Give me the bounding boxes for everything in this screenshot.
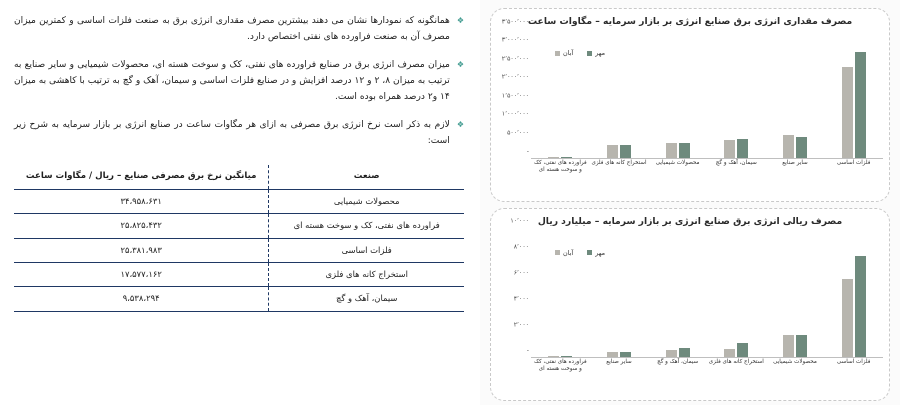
- charts-column: [480, 0, 900, 405]
- bar-mehr: [796, 137, 807, 158]
- cell-rate: ۲۵،۳۸۱،۹۸۳: [14, 238, 269, 262]
- bar-group: [766, 29, 825, 158]
- bullet-item-3: [14, 118, 464, 149]
- bar-group-container-rial: [531, 229, 883, 358]
- bullet-marker-icon: ❖: [456, 120, 464, 130]
- bar-group: [590, 29, 649, 158]
- bar-aban: [724, 140, 735, 158]
- x-axis-labels-quantity: [531, 158, 883, 194]
- x-axis-label: سیمان، آهک و گچ: [715, 159, 757, 166]
- bar-aban: [666, 143, 677, 157]
- cell-rate: ۹،۵۳۸،۲۹۴: [14, 287, 269, 311]
- bar-mehr: [737, 343, 748, 357]
- bar-mehr: [620, 145, 631, 157]
- y-axis-tick: ۲٬۰۰۰٬۰۰۰: [501, 73, 529, 81]
- x-axis-label: سایر صنایع: [782, 159, 808, 166]
- chart-panel-rial: [490, 208, 890, 402]
- y-axis-tick: ۴٬۰۰۰: [513, 295, 529, 303]
- bar-group: [707, 29, 766, 158]
- bar-aban: [842, 67, 853, 158]
- y-axis-tick: ۳٬۰۰۰٬۰۰۰: [501, 36, 529, 44]
- bar-aban: [842, 279, 853, 357]
- bullet-text-1: همانگونه که نمودارها نشان می دهند بیشترین مصرف مقداری انرژی برق به صنعت فلزات اساسی و کمترین میزان مصرف آن به صنعت فراورده های نفتی اختصاص دارد.: [14, 16, 450, 42]
- bullet-marker-icon: ❖: [456, 60, 464, 70]
- bar-group-container-quantity: [531, 29, 883, 158]
- bar-mehr: [679, 143, 690, 158]
- x-axis-label: محصولات شیمیایی: [655, 159, 700, 166]
- table-row: [14, 287, 464, 311]
- table-row: [14, 190, 464, 214]
- bar-mehr: [855, 52, 866, 158]
- bullet-text-3: لازم به ذکر است نرخ انرژی برق مصرفی به ازای هر مگاوات ساعت در صنایع انرژی بر بازار سرمایه به شرح زیر است:: [14, 120, 450, 146]
- bullet-marker-icon: ❖: [456, 16, 464, 25]
- x-axis-label: سایر صنایع: [606, 359, 632, 366]
- x-axis-label: استخراج کانه های فلزی: [708, 359, 764, 366]
- bar-mehr: [855, 256, 866, 358]
- x-axis-label: سیمان، آهک و گچ: [657, 359, 699, 366]
- x-axis-label: فلزات اساسی: [836, 359, 871, 366]
- electricity-rate-table: [14, 165, 464, 311]
- bar-group: [531, 229, 590, 358]
- chart-panel-quantity: [490, 8, 890, 202]
- bar-group: [707, 229, 766, 358]
- bar-mehr: [679, 348, 690, 357]
- y-axis-tick: ۱٬۵۰۰٬۰۰۰: [501, 92, 529, 100]
- bullet-item-1: [14, 14, 464, 45]
- chart-title-rial: مصرف ریالی انرژی برق صنایع انرژی بر بازار سرمایه – میلیارد ریال: [537, 215, 843, 227]
- x-axis-label: فلزات اساسی: [836, 159, 871, 166]
- bar-group: [824, 29, 883, 158]
- table-row: [14, 214, 464, 238]
- cell-industry: فلزات اساسی: [269, 238, 464, 262]
- y-axis-tick: ۶٬۰۰۰: [513, 269, 529, 277]
- bar-group: [531, 29, 590, 158]
- table-header: [14, 165, 464, 189]
- cell-industry: فراورده های نفتی، کک و سوخت هسته ای: [269, 214, 464, 238]
- bullet-list: [14, 14, 464, 149]
- cell-rate: ۳۴،۹۵۸،۶۳۱: [14, 190, 269, 214]
- bar-group: [648, 229, 707, 358]
- plot-canvas-rial: [531, 229, 883, 373]
- table-row: [14, 263, 464, 287]
- bar-aban: [724, 349, 735, 357]
- legend-label: آبان: [563, 248, 574, 257]
- y-axis-tick: ۳٬۵۰۰٬۰۰۰: [501, 18, 529, 26]
- plot-canvas-quantity: [531, 29, 883, 173]
- x-axis-labels-rial: [531, 357, 883, 393]
- table-header-industry: صنعت: [269, 165, 464, 189]
- y-axis-quantity: [497, 18, 531, 195]
- y-axis-tick: ۵۰۰٬۰۰۰: [507, 129, 529, 137]
- bar-group: [648, 29, 707, 158]
- y-axis-tick: ۸٬۰۰۰: [513, 243, 529, 251]
- cell-industry: سیمان، آهک و گچ: [269, 287, 464, 311]
- bullet-text-2: میزان مصرف انرژی برق در صنایع فراورده های نفتی، کک و سوخت هسته ای، محصولات شیمیایی و سایر صنایع به ترتیب به میزان ۸، ۲ و ۱۲ درصد افزایش و در صنایع فلزات اساسی و سیمان، آهک و گچ به ترتیب با کاهشی به میزان ۱۴ و۲ درصد همراه بوده است.: [14, 60, 450, 102]
- legend-label: مهر: [595, 248, 606, 257]
- bar-aban: [783, 335, 794, 357]
- y-axis-tick: ۱٬۰۰۰٬۰۰۰: [501, 110, 529, 118]
- table-header-row: [14, 165, 464, 189]
- bar-mehr: [796, 335, 807, 357]
- y-axis-tick: -: [526, 148, 529, 156]
- table-row: [14, 238, 464, 262]
- table-header-rate: میانگین نرخ برق مصرفی صنایع – ریال / مگاوات ساعت: [14, 165, 269, 189]
- bar-aban: [783, 135, 794, 158]
- cell-rate: ۱۷،۵۷۷،۱۶۲: [14, 263, 269, 287]
- bullet-item-2: [14, 58, 464, 105]
- legend-label: آبان: [563, 49, 574, 58]
- bar-aban: [607, 145, 618, 157]
- table-body: [14, 190, 464, 312]
- y-axis-tick: ۲٬۰۰۰: [513, 321, 529, 329]
- bar-group: [824, 229, 883, 358]
- y-axis-tick: ۲٬۵۰۰٬۰۰۰: [501, 55, 529, 63]
- y-axis-tick: ۱۰٬۰۰۰: [510, 217, 529, 225]
- cell-industry: استخراج کانه های فلزی: [269, 263, 464, 287]
- y-axis-rial: [497, 217, 531, 395]
- bar-aban: [666, 350, 677, 357]
- x-axis-label: محصولات شیمیایی: [773, 359, 817, 366]
- chart-title-quantity: مصرف مقداری انرژی برق صنایع انرژی بر بازار سرمایه – مگاوات ساعت: [527, 16, 853, 27]
- y-axis-tick: -: [526, 347, 529, 355]
- cell-rate: ۲۵،۸۲۵،۴۳۲: [14, 214, 269, 238]
- bar-mehr: [737, 139, 748, 157]
- bar-group: [590, 229, 649, 358]
- legend-label: مهر: [595, 49, 606, 58]
- x-axis-label: استخراج کانه های فلزی: [591, 159, 647, 166]
- cell-industry: محصولات شیمیایی: [269, 190, 464, 214]
- bar-group: [766, 229, 825, 358]
- x-axis-label: فراورده های نفتی، کک و سوخت هسته ای: [533, 359, 587, 373]
- x-axis-label: فراورده های نفتی، کک و سوخت هسته ای: [533, 159, 587, 173]
